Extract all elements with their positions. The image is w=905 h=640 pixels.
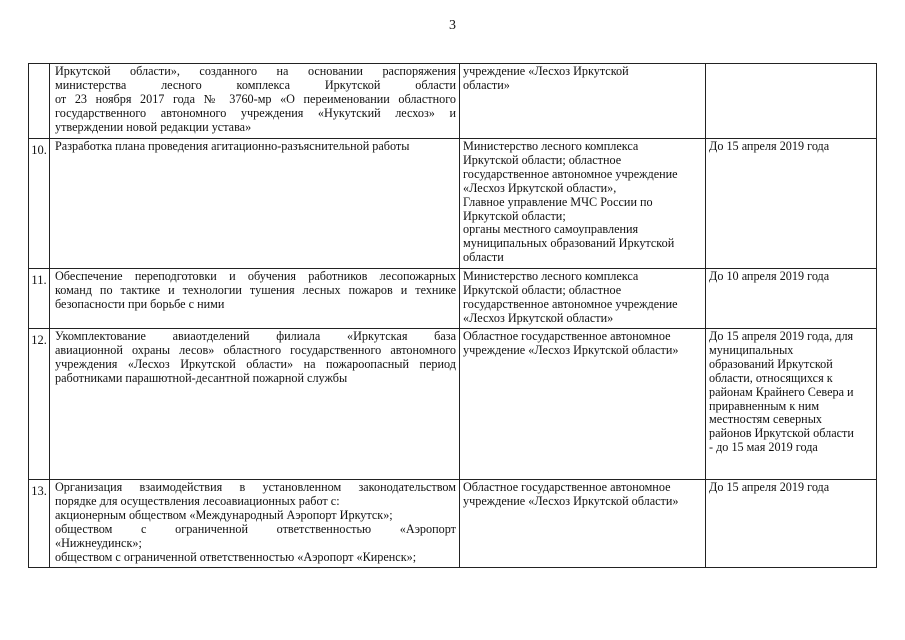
deadline-line: До 15 апреля 2019 года	[709, 480, 830, 494]
task-line: Организация взаимодействия в установленном законодательством	[55, 480, 456, 494]
executor-cell	[460, 139, 706, 269]
task-line: авиационной охраны лесов» областного государственного автономного	[55, 342, 456, 357]
deadline-cell	[706, 269, 877, 329]
deadline-line: образований Иркутской	[709, 356, 833, 371]
table-row	[29, 329, 877, 480]
executor-line: Министерство лесного комплекса	[463, 269, 639, 283]
task-cell	[50, 64, 460, 139]
deadline-line: районов Иркутской области	[709, 426, 854, 441]
deadline-line: До 15 апреля 2019 года	[709, 139, 830, 153]
task-line: «Нижнеудинск»;	[55, 535, 142, 550]
task-line: порядке для осуществления лесоавиационных работ с:	[55, 493, 340, 508]
executor-line: Иркутской области; областное	[463, 152, 622, 167]
executor-cell	[460, 329, 706, 480]
executor-line: органы местного самоуправления	[463, 222, 639, 237]
executor-cell	[460, 64, 706, 139]
executor-line: Министерство лесного комплекса	[463, 139, 639, 153]
task-line: Укомплектование авиаотделений филиала «Иркутская база	[55, 329, 456, 343]
table-row	[29, 139, 877, 269]
measures-table	[28, 63, 877, 568]
executor-line: Иркутской области;	[463, 208, 566, 223]
task-line: обществом с ограниченной ответственностью «Аэропорт «Киренск»;	[55, 549, 417, 564]
task-line: государственного автономного учреждения «Нукутский лесхоз» и	[55, 105, 456, 120]
task-cell	[50, 480, 460, 568]
deadline-cell	[706, 64, 877, 139]
task-line: обществом с ограниченной ответственностью «Аэропорт	[55, 521, 456, 536]
executor-line: учреждение «Лесхоз Иркутской области»	[463, 342, 679, 357]
deadline-line: приравненным к ним	[709, 398, 820, 413]
task-line: Иркутской области», созданного на основании распоряжения	[55, 64, 456, 78]
executor-line: Областное государственное автономное	[463, 480, 671, 494]
executor-line: учреждение «Лесхоз Иркутской	[463, 64, 629, 78]
executor-line: государственное автономное учреждение	[463, 296, 678, 311]
row-number: 11.	[29, 269, 50, 329]
deadline-cell	[706, 329, 877, 480]
task-line: работниками парашютной-десантной пожарной службы	[55, 370, 348, 385]
task-line: Обеспечение переподготовки и обучения работников лесопожарных	[55, 269, 456, 283]
task-line: безопасности при борьбе с ними	[55, 296, 225, 311]
deadline-cell	[706, 139, 877, 269]
deadline-line: области, относящихся к	[709, 370, 833, 385]
executor-line: учреждение «Лесхоз Иркутской области»	[463, 493, 679, 508]
row-number: 12.	[29, 329, 50, 480]
deadline-line: До 15 апреля 2019 года, для	[709, 329, 854, 343]
task-line: министерства лесного комплекса Иркутской области	[55, 77, 456, 92]
executor-line: государственное автономное учреждение	[463, 166, 678, 181]
task-line: от 23 ноября 2017 года № 3760-мр «О переименовании областного	[55, 91, 456, 106]
executor-cell	[460, 269, 706, 329]
task-line: Разработка плана проведения агитационно-разъяснительной работы	[55, 139, 410, 153]
executor-line: Иркутской области; областное	[463, 282, 622, 297]
executor-line: Областное государственное автономное	[463, 329, 671, 343]
deadline-line: местностям северных	[709, 412, 822, 427]
row-number: 13.	[29, 480, 50, 568]
executor-line: «Лесхоз Иркутской области»,	[463, 180, 617, 195]
executor-line: Главное управление МЧС России по	[463, 194, 653, 209]
task-line: команд по тактике и технологии тушения лесных пожаров и технике	[55, 282, 456, 297]
table-row	[29, 269, 877, 329]
executor-cell	[460, 480, 706, 568]
task-cell	[50, 269, 460, 329]
deadline-cell	[706, 480, 877, 568]
row-number	[29, 64, 50, 139]
deadline-line: - до 15 мая 2019 года	[709, 440, 818, 455]
deadline-line: муниципальных	[709, 342, 794, 357]
table-row	[29, 480, 877, 568]
executor-line: области	[463, 250, 504, 265]
task-line: акционерным обществом «Международный Аэропорт Иркутск»;	[55, 507, 393, 522]
task-cell	[50, 139, 460, 269]
table-row	[29, 64, 877, 139]
task-cell	[50, 329, 460, 480]
task-line: учреждения «Лесхоз Иркутской области» на пожароопасный период	[55, 356, 456, 371]
task-line: утверждении новой редакции устава»	[55, 119, 252, 134]
page-number: 3	[449, 18, 456, 33]
deadline-line: районам Крайнего Севера и	[709, 384, 854, 399]
row-number: 10.	[29, 139, 50, 269]
executor-line: муниципальных образований Иркутской	[463, 236, 675, 251]
deadline-line: До 10 апреля 2019 года	[709, 269, 830, 283]
executor-line: «Лесхоз Иркутской области»	[463, 310, 614, 325]
executor-line: области»	[463, 77, 510, 92]
